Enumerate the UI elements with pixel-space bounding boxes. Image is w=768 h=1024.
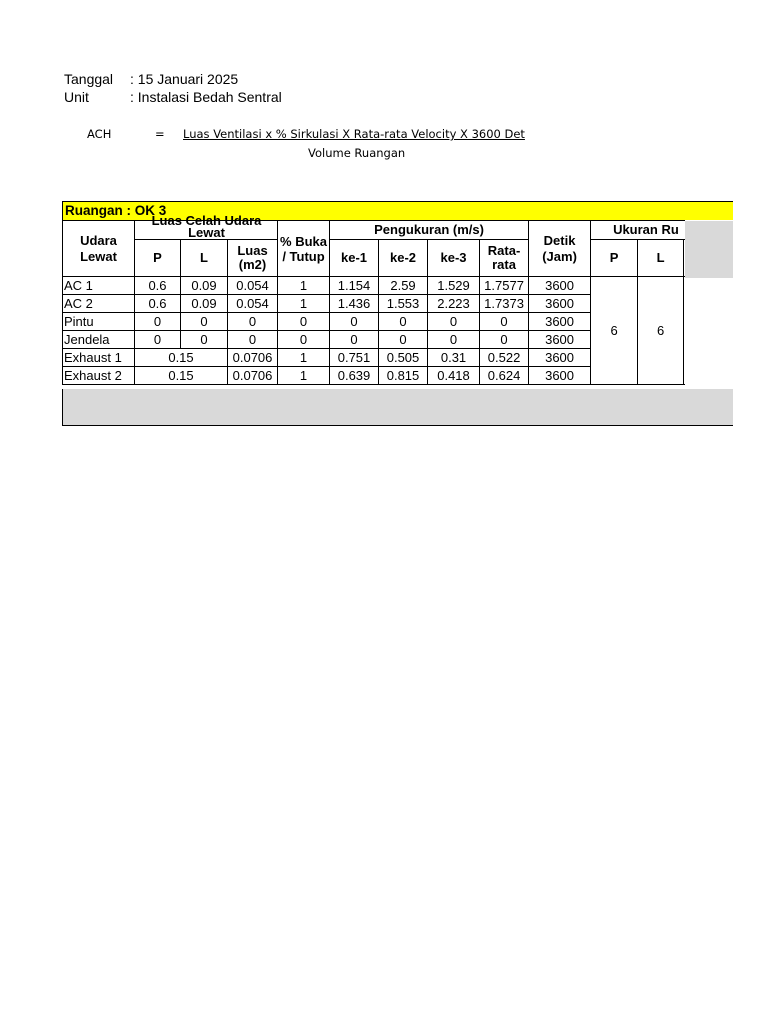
col-ke2: ke-2: [379, 240, 428, 277]
luas-celah-header-text: Luas Celah Udara Lewat: [151, 213, 262, 240]
cell-luas: 0: [228, 313, 278, 331]
cell-ke1: 0.639: [330, 367, 379, 385]
room-size-l: 6: [638, 277, 684, 385]
cell-ke1: 1.154: [330, 277, 379, 295]
cell-buka: 1: [278, 295, 330, 313]
cell-ke1: 1.436: [330, 295, 379, 313]
cell-p: 0.6: [135, 295, 181, 313]
date-label: Tanggal: [64, 71, 114, 87]
cell-luas: 0: [228, 331, 278, 349]
cell-ke1: 0.751: [330, 349, 379, 367]
col-rata: Rata-rata: [480, 240, 529, 277]
cell-luas: 0.0706: [228, 349, 278, 367]
cell-buka: 1: [278, 367, 330, 385]
cell-ke3: 0.418: [428, 367, 480, 385]
cell-pl: 0.15: [135, 367, 228, 385]
cell-ke3: 2.223: [428, 295, 480, 313]
col-ke1: ke-1: [330, 240, 379, 277]
cell-ke2: 0.815: [379, 367, 428, 385]
cell-rata: 0: [480, 331, 529, 349]
col-udara-lewat: Udara Lewat: [63, 221, 135, 277]
formula-equals: =: [155, 127, 165, 141]
col-ke3: ke-3: [428, 240, 480, 277]
date-line: [64, 71, 238, 88]
cell-l: 0.09: [181, 295, 228, 313]
row-name: Jendela: [63, 331, 135, 349]
col-persen-buka: % Buka / Tutup: [278, 221, 330, 277]
unit-line: [64, 89, 282, 106]
col-room-extra: [684, 240, 685, 277]
cell-ke2: 0.505: [379, 349, 428, 367]
col-room-l: L: [638, 240, 684, 277]
cell-ke3: 0.31: [428, 349, 480, 367]
cell-ke2: 0: [379, 313, 428, 331]
cell-p: 0: [135, 331, 181, 349]
cell-detik: 3600: [529, 331, 591, 349]
cell-detik: 3600: [529, 277, 591, 295]
cell-p: 0: [135, 313, 181, 331]
room-size-extra: [684, 277, 685, 385]
cell-buka: 0: [278, 331, 330, 349]
col-pengukuran: Pengukuran (m/s): [330, 221, 529, 240]
cell-luas: 0.054: [228, 277, 278, 295]
row-name: Pintu: [63, 313, 135, 331]
cell-l: 0: [181, 331, 228, 349]
cell-ke2: 2.59: [379, 277, 428, 295]
cell-rata: 0.624: [480, 367, 529, 385]
cell-rata: 1.7577: [480, 277, 529, 295]
cell-detik: 3600: [529, 295, 591, 313]
col-luas: Luas (m2): [228, 240, 278, 277]
cell-l: 0: [181, 313, 228, 331]
formula-numerator: Luas Ventilasi x % Sirkulasi X Rata-rata Velocity X 3600 Det: [183, 127, 525, 141]
formula-denominator: Volume Ruangan: [308, 146, 406, 160]
cell-luas: 0.054: [228, 295, 278, 313]
cell-buka: 0: [278, 313, 330, 331]
cell-ke2: 1.553: [379, 295, 428, 313]
cell-buka: 1: [278, 277, 330, 295]
col-ukuran-ruangan: Ukuran Ru: [591, 221, 685, 240]
cell-rata: 0: [480, 313, 529, 331]
cell-rata: 0.522: [480, 349, 529, 367]
row-name: AC 2: [63, 295, 135, 313]
row-name: Exhaust 2: [63, 367, 135, 385]
col-p: P: [135, 240, 181, 277]
cell-pl: 0.15: [135, 349, 228, 367]
unit-value: : Instalasi Bedah Sentral: [130, 89, 282, 105]
date-value: : 15 Januari 2025: [130, 71, 239, 87]
room-title: Ruangan : OK 3: [65, 203, 167, 218]
summary-gray-row: [62, 389, 733, 426]
room-size-p: 6: [591, 277, 638, 385]
cell-ke3: 1.529: [428, 277, 480, 295]
row-name: AC 1: [63, 277, 135, 295]
row-name: Exhaust 1: [63, 349, 135, 367]
measurement-table: [62, 220, 685, 385]
col-room-p: P: [591, 240, 638, 277]
cell-ke3: 0: [428, 331, 480, 349]
col-detik: Detik (Jam): [529, 221, 591, 277]
cell-p: 0.6: [135, 277, 181, 295]
table-row: [63, 277, 686, 295]
col-l: L: [181, 240, 228, 277]
cell-detik: 3600: [529, 367, 591, 385]
formula-lhs: ACH: [87, 127, 112, 141]
cell-l: 0.09: [181, 277, 228, 295]
cell-ke1: 0: [330, 331, 379, 349]
unit-label: Unit: [64, 89, 89, 105]
cell-luas: 0.0706: [228, 367, 278, 385]
cell-detik: 3600: [529, 349, 591, 367]
cell-detik: 3600: [529, 313, 591, 331]
cell-ke2: 0: [379, 331, 428, 349]
cell-ke3: 0: [428, 313, 480, 331]
cell-rata: 1.7373: [480, 295, 529, 313]
cell-buka: 1: [278, 349, 330, 367]
table-clip: [62, 220, 685, 385]
cell-ke1: 0: [330, 313, 379, 331]
